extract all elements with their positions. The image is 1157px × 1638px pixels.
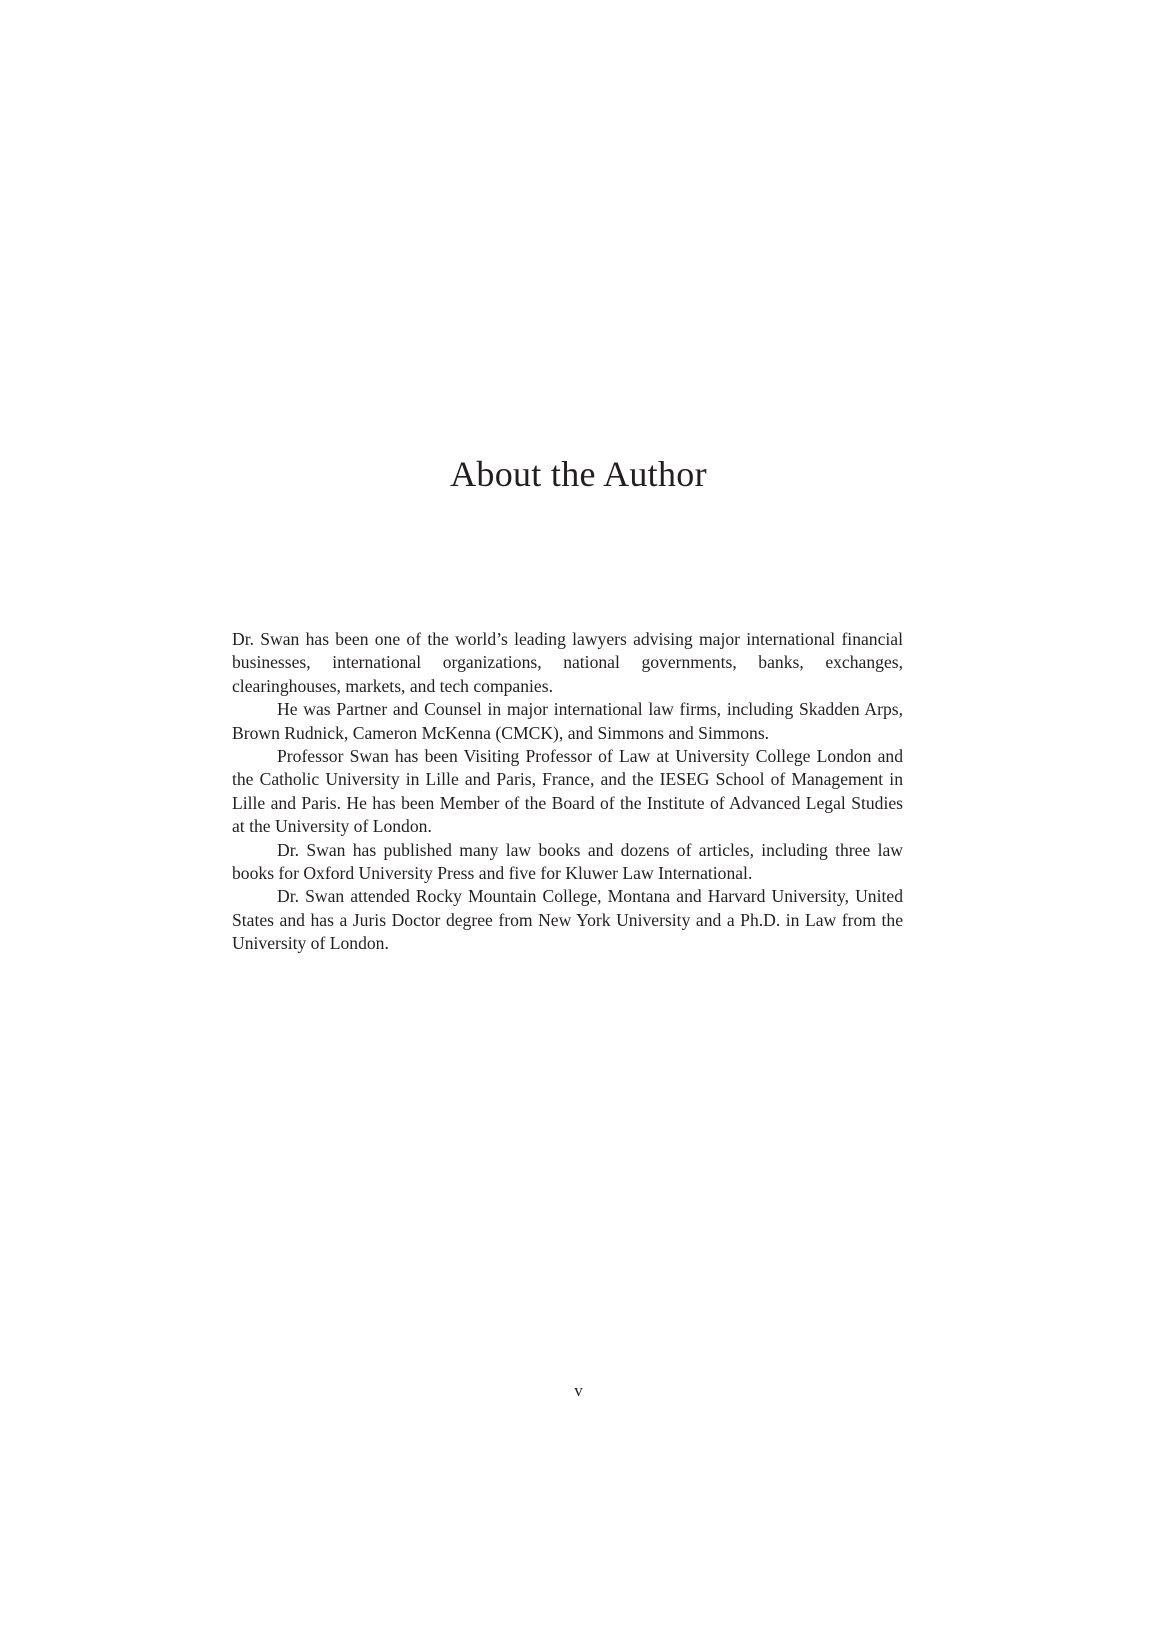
bio-paragraph-1: Dr. Swan has been one of the world’s leading lawyers advising major international financial businesses, international organizations, national governments, banks, exchanges, clearinghouses, markets, and tech companies. (232, 629, 903, 696)
page-title: About the Author (450, 454, 707, 494)
page-number: v (574, 1381, 583, 1400)
bio-paragraph-3: Professor Swan has been Visiting Professor of Law at University College London and the Catholic University in Lille and Paris, France, and the IESEG School of Management in Lille and Paris. He has been Member of the Board of the Institute of Advanced Legal Studies at the University of London. (232, 746, 903, 837)
bio-paragraph-2: He was Partner and Counsel in major international law firms, including Skadden Arps, Brown Rudnick, Cameron McKenna (CMCK), and Simmons and Simmons. (232, 699, 903, 743)
bio-paragraph-5: Dr. Swan attended Rocky Mountain College, Montana and Harvard University, United States and has a Juris Doctor degree from New York University and a Ph.D. in Law from the University of London. (232, 886, 903, 954)
bio-paragraph-4: Dr. Swan has published many law books and dozens of articles, including three law books for Oxford University Press and five for Kluwer Law International. (232, 839, 903, 884)
author-bio (232, 628, 903, 956)
